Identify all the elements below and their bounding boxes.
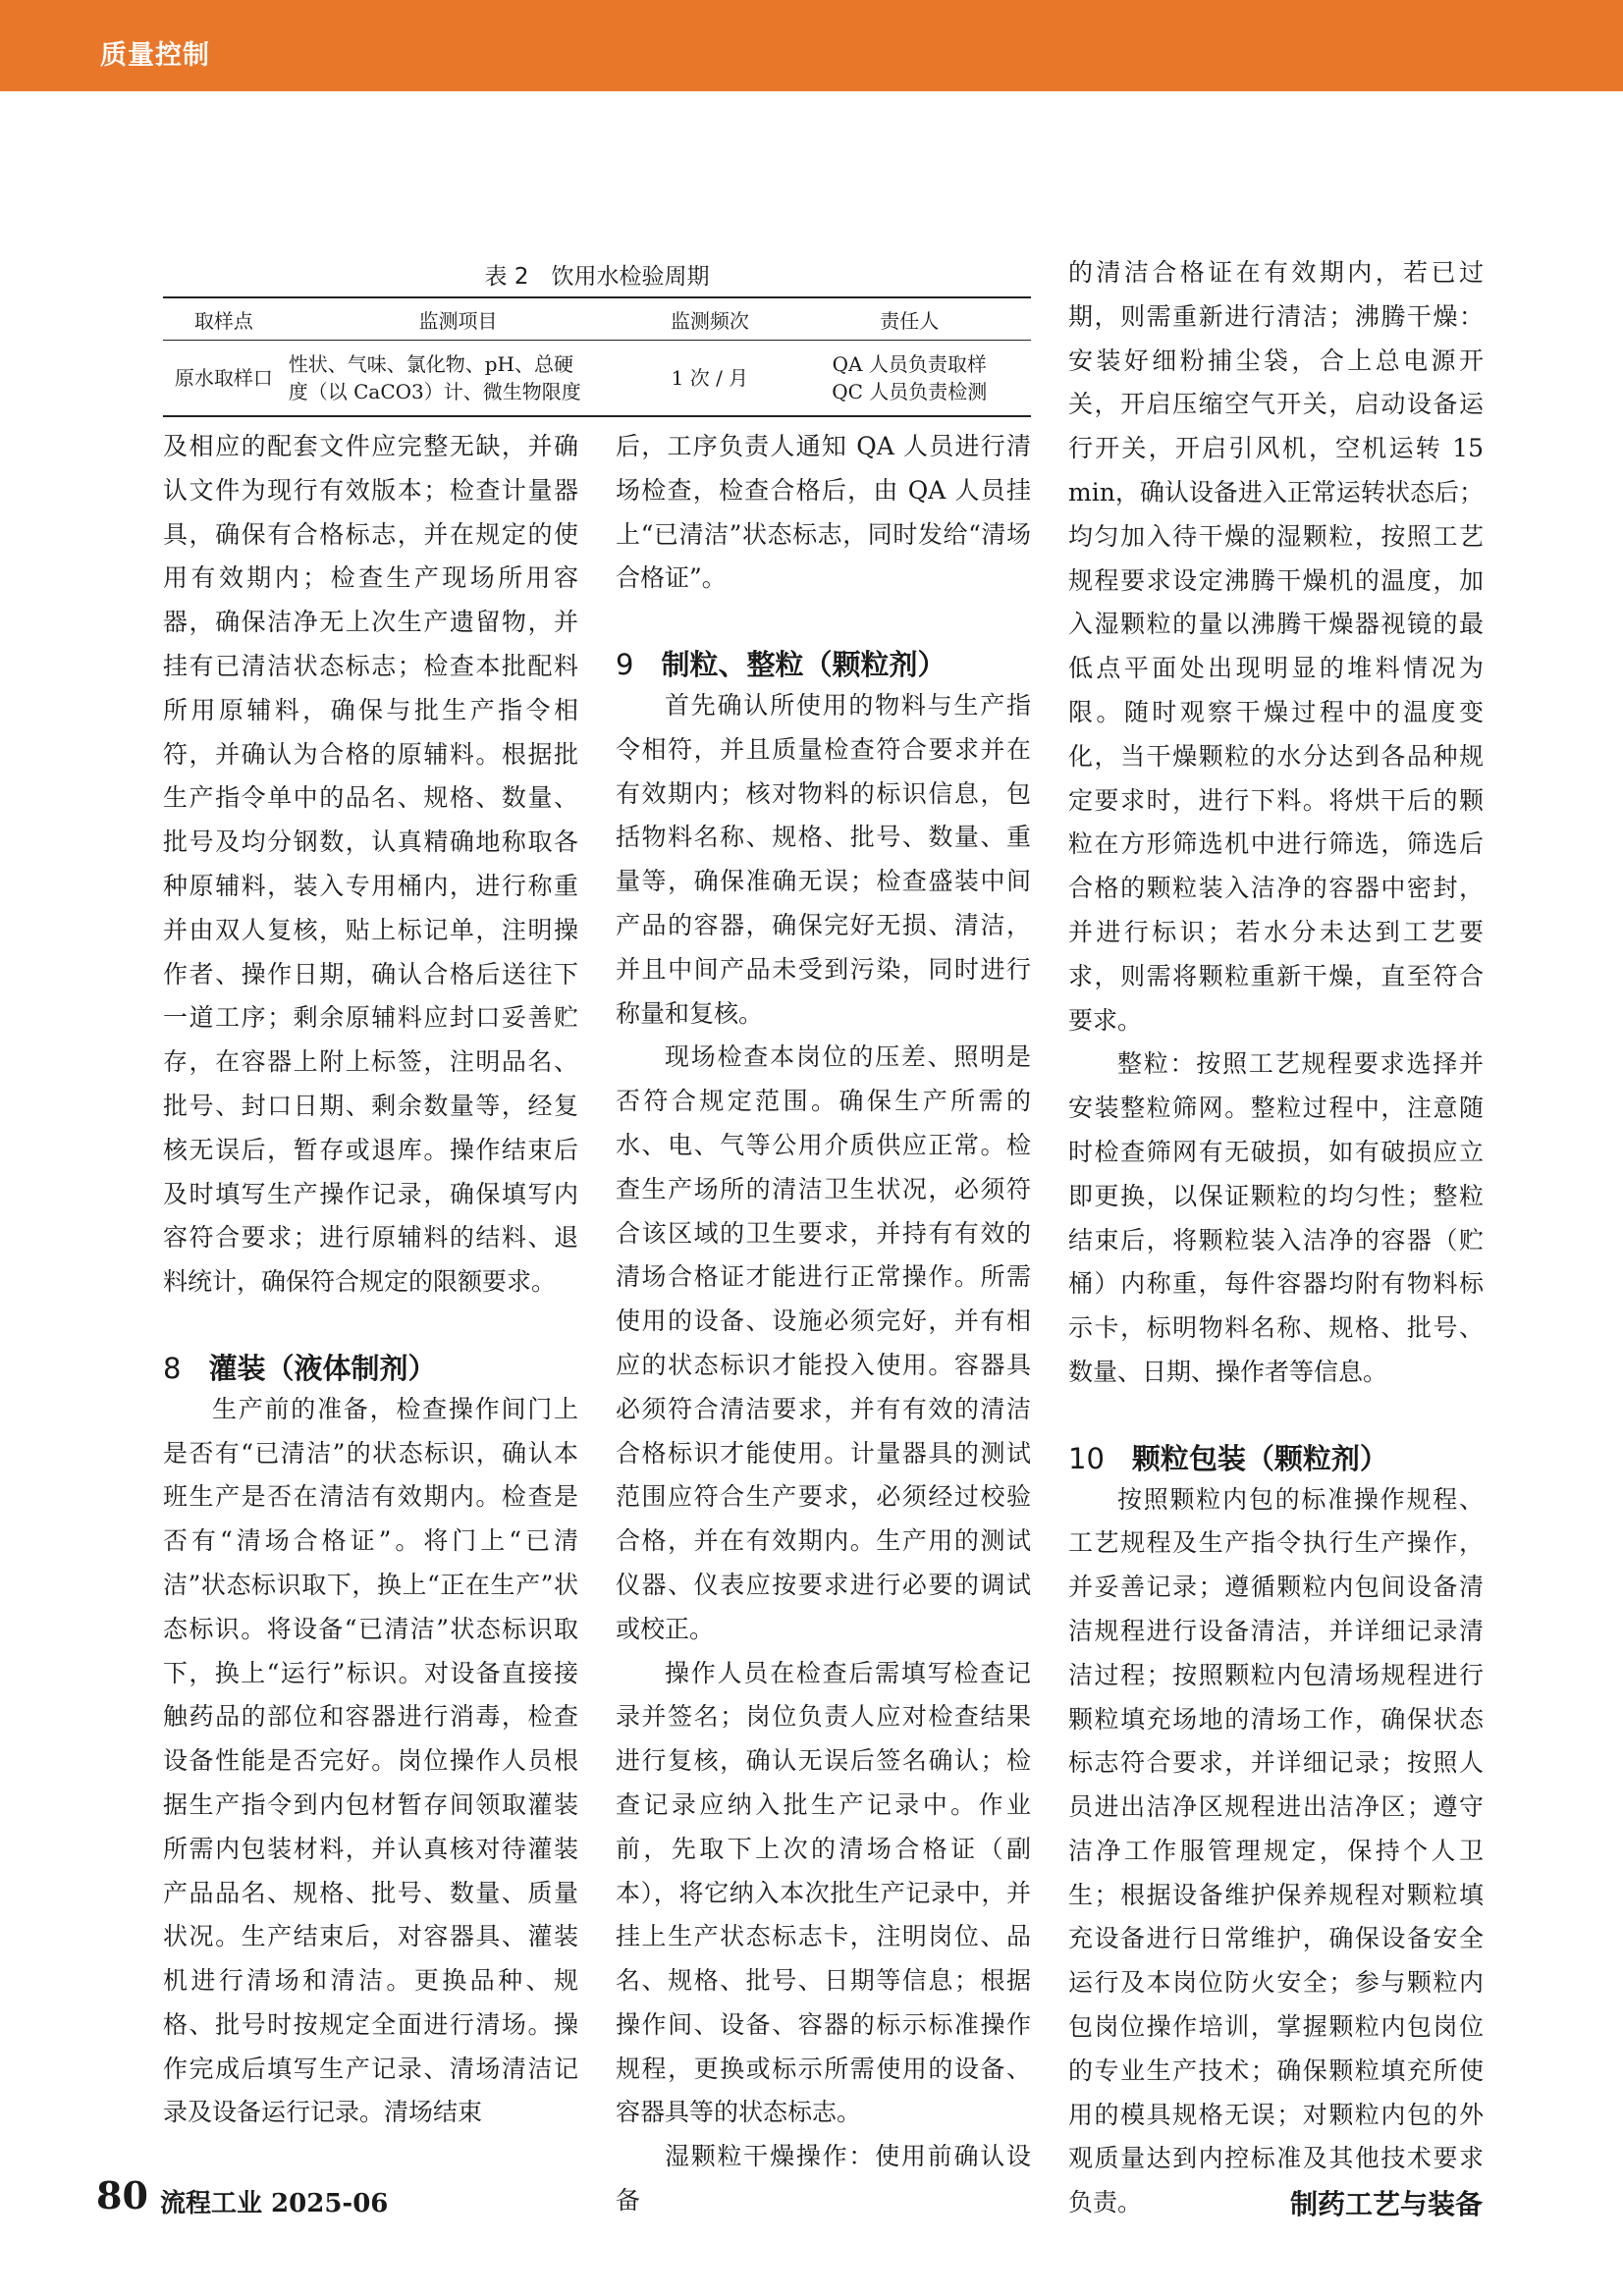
heading-number: 9 (616, 647, 634, 681)
water-test-table (163, 257, 1031, 417)
section-heading-9 (616, 645, 1031, 684)
paragraph: 整粒：按照工艺规程要求选择并安装整粒筛网。整粒过程中，注意随时检查筛网有无破损，如有破损应立即更换，以保证颗粒的均匀性；整粒结束后，将颗粒装入洁净的容器（贮桶）内称重，每件容器均附有物料标示卡，标明物料名称、规格、批号、数量、日期、操作者等信息。 (1068, 1049, 1484, 1386)
page-number: 80 (96, 2173, 148, 2217)
col-header-resp: 责任人 (787, 297, 1031, 341)
column-2 (616, 425, 1031, 2223)
table-row (163, 341, 1031, 417)
cell-freq: 1 次 / 月 (631, 341, 787, 417)
table-header-row (163, 297, 1031, 341)
paragraph: 及相应的配套文件应完整无缺，并确认文件为现行有效版本；检查计量器具，确保有合格标志，并在规定的使用有效期内；检查生产现场所用容器，确保洁净无上次生产遗留物，并挂有已清洁状态标志；检查本批配料所用原辅料，确保与批生产指令相符，并确认为合格的原辅料。根据批生产指令单中的品名、规格、数量、批号及均分钢数，认真精确地称取各种原辅料，装入专用桶内，进行称重并由双人复核，贴上标记单，注明操作者、操作日期，确认合格后送往下一道工序；剩余原辅料应封口妥善贮存，在容器上附上标签，注明品名、批号、封口日期、剩余数量等，经复核无误后，暂存或退库。操作结束后及时填写生产操作记录，确保填写内容符合要求；进行原辅料的结料、退料统计，确保符合规定的限额要求。 (163, 432, 578, 1297)
section-title: 质量控制 (100, 40, 210, 71)
paragraph: 湿颗粒干燥操作：使用前确认设备 (616, 2142, 1031, 2216)
paragraph: 生产前的准备，检查操作间门上是否有“已清洁”的状态标识，确认本班生产是否在清洁有效期内。检查是否有“清场合格证”。将门上“已清洁”状态标识取下，换上“正在生产”状态标识。将设备“已清洁”状态标识取下，换上“运行”标识。对设备直接接触药品的部位和容器进行消毒，检查设备性能是否完好。岗位操作人员根据生产指令到内包材暂存间领取灌装所需内包装材料，并认真核对待灌装产品品名、规格、批号、数量、质量状况。生产结束后，对容器具、灌装机进行清场和清洁。更换品种、规格、批号时按规定全面进行清场。操作完成后填写生产记录、清场清洁记录及设备运行记录。清场结束 (163, 1394, 578, 2127)
col-header-point: 取样点 (163, 297, 285, 341)
cell-items-line1: 性状、气味、氯化物、pH、总硬 (288, 352, 573, 376)
cell-resp-line1: QA 人员负责取样 (832, 352, 987, 376)
magazine-issue: 流程工业 2025-06 (160, 2189, 389, 2218)
col-header-items: 监测项目 (285, 297, 632, 341)
heading-title: 制粒、整粒（颗粒剂） (661, 647, 947, 681)
cell-items-line2: 度（以 CaCO3）计、微生物限度 (288, 380, 581, 403)
table (163, 296, 1031, 417)
col-header-freq: 监测频次 (631, 297, 787, 341)
paragraph: 的清洁合格证在有效期内，若已过期，则需重新进行清洁；沸腾干燥：安装好细粉捕尘袋，合上总电源开关，开启压缩空气开关，启动设备运行开关，开启引风机，空机运转 15 min，确认设备进入正常运转状态后；均匀加入待干燥的湿颗粒，按照工艺规程要求设定沸腾干燥机的温度，加入湿颗粒的量以沸腾干燥器视镜的最低点平面处出现明显的堆料情况为限。随时观察干燥过程中的温度变化，当干燥颗粒的水分达到各品种规定要求时，进行下料。将烘干后的颗粒在方形筛选机中进行筛选，筛选后合格的颗粒装入洁净的容器中密封，并进行标识；若水分未达到工艺要求，则需将颗粒重新干燥，直至符合要求。 (1068, 258, 1484, 1035)
cell-resp (787, 341, 1031, 417)
cell-resp-line2: QC 人员负责检测 (832, 380, 988, 403)
heading-number: 10 (1068, 1441, 1105, 1475)
heading-number: 8 (163, 1351, 182, 1385)
column-name: 制药工艺与装备 (1289, 2188, 1483, 2220)
cell-point: 原水取样口 (163, 341, 285, 417)
heading-title: 灌装（液体制剂） (208, 1351, 437, 1385)
paragraph: 首先确认所使用的物料与生产指令相符，并且质量检查符合要求并在有效期内；核对物料的标识信息，包括物料名称、规格、批号、数量、重量等，确保准确无误；检查盛装中间产品的容器，确保完好无损、清洁，并且中间产品未受到污染，同时进行称量和复核。 (616, 690, 1031, 1028)
paragraph: 操作人员在检查后需填写检查记录并签名；岗位负责人应对检查结果进行复核，确认无误后签名确认；检查记录应纳入批生产记录中。作业前，先取下上次的清场合格证（副本），将它纳入本次批生产记录中，并挂上生产状态标志卡，注明岗位、品名、规格、批号、日期等信息；根据操作间、设备、容器的标示标准操作规程，更换或标示所需使用的设备、容器具等的状态标志。 (616, 1658, 1031, 2127)
cell-items (285, 341, 632, 417)
section-heading-8 (163, 1349, 578, 1388)
heading-title: 颗粒包装（颗粒剂） (1131, 1441, 1388, 1475)
paragraph: 后，工序负责人通知 QA 人员进行清场检查，检查合格后，由 QA 人员挂上“已清洁”状态标志，同时发给“清场合格证”。 (616, 432, 1031, 593)
column-1 (163, 425, 578, 2135)
section-heading-10 (1068, 1439, 1484, 1478)
column-3 (1068, 251, 1484, 2225)
section-header-bar (0, 0, 1623, 91)
paragraph: 现场检查本岗位的压差、照明是否符合规定范围。确保生产所需的水、电、气等公用介质供应正常。检查生产场所的清洁卫生状况，必须符合该区域的卫生要求，并持有有效的清场合格证才能进行正常操作。所需使用的设备、设施必须完好，并有相应的状态标识才能投入使用。容器具必须符合清洁要求，并有有效的清洁合格标识才能使用。计量器具的测试范围应符合生产要求，必须经过校验合格，并在有效期内。生产用的测试仪器、仪表应按要求进行必要的调试或校正。 (616, 1042, 1031, 1643)
table-caption: 表 2 饮用水检验周期 (484, 264, 710, 290)
paragraph: 按照颗粒内包的标准操作规程、工艺规程及生产指令执行生产操作，并妥善记录；遵循颗粒内包间设备清洁规程进行设备清洁，并详细记录清洁过程；按照颗粒内包清场规程进行颗粒填充场地的清场工作，确保状态标志符合要求，并详细记录；按照人员进出洁净区规程进出洁净区；遵守洁净工作服管理规定，保持个人卫生；根据设备维护保养规程对颗粒填充设备进行日常维护，确保设备安全运行及本岗位防火安全；参与颗粒内包岗位操作培训，掌握颗粒内包岗位的专业生产技术；确保颗粒填充所使用的模具规格无误；对颗粒内包的外观质量达到内控标准及其他技术要求负责。 (1068, 1484, 1484, 2217)
